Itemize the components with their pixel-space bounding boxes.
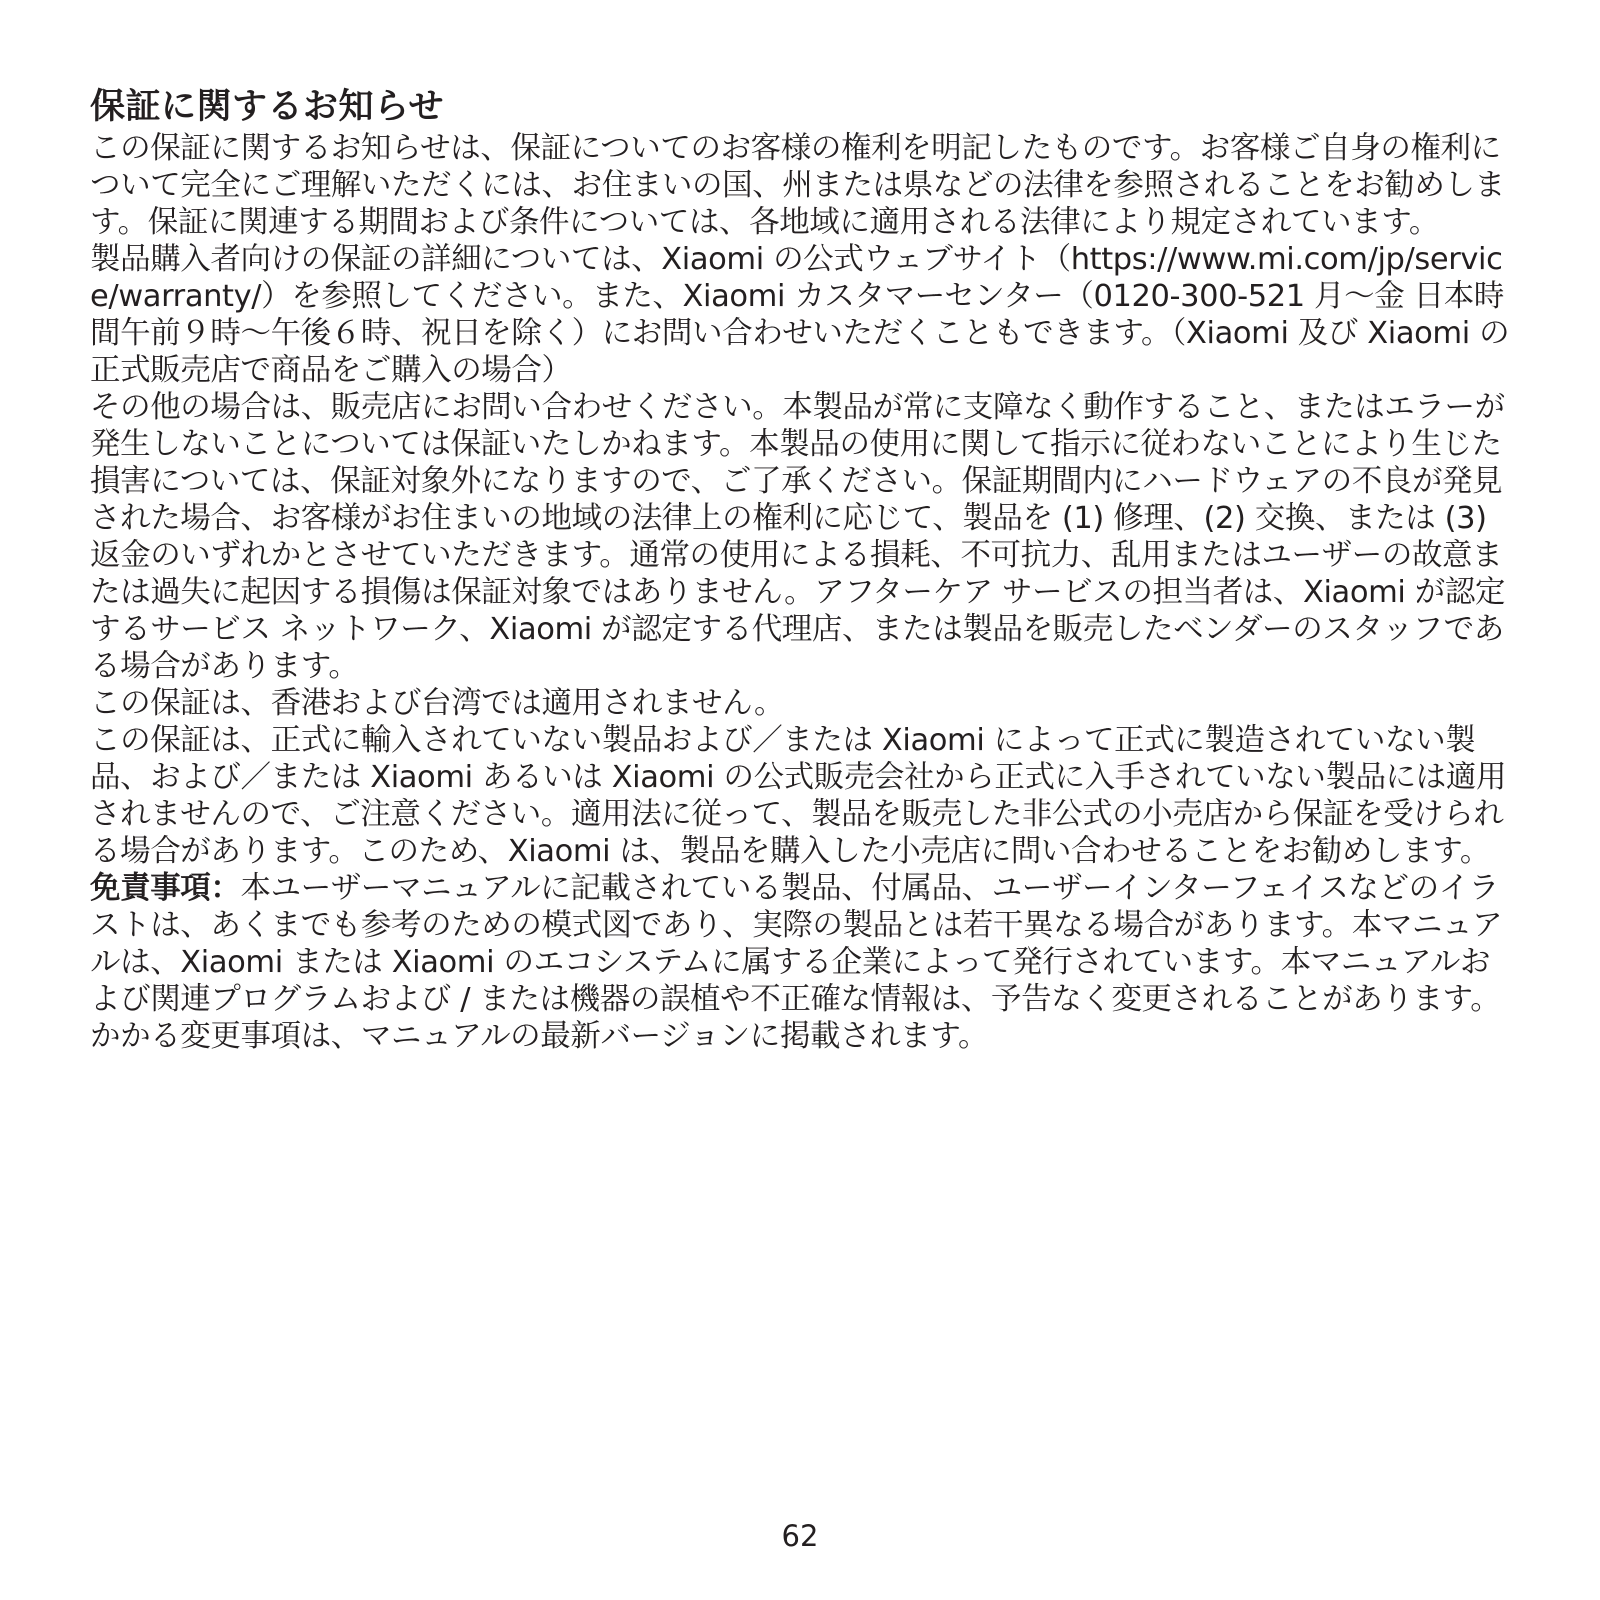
disclaimer-text: 本ユーザーマニュアルに記載されている製品、付属品、ユーザーインターフェイスなどのイラストは、あくまでも参考のための模式図であり、実際の製品とは若干異なる場合があります。本マニュアルは、Xiaomi または Xiaomi のエコシステムに属する企業によって発行されています。本マニュアルおよび関連プログラムおよび / または機器の誤植や不正確な情報は、予告なく変更されることがあります。かかる変更事項は、マニュアルの最新バージョンに掲載されます。	[90, 871, 1503, 1054]
paragraph-hk-taiwan: この保証は、香港および台湾では適用されません。	[90, 686, 785, 721]
paragraph-other-cases: その他の場合は、販売店にお問い合わせください。本製品が常に支障なく動作すること、またはエラーが発生しないことについては保証いたしかねます。本製品の使用に関して指示に従わないことにより生じた損害については、保証対象外になりますので、ご了承ください。保証期間内にハードウェアの不良が発見された場合、お客様がお住まいの地域の法律上の権利に応じて、製品を (1) 修理、(2) 交換、または (3) 返金のいずれかとさせていただきます。通常の使用による損耗、不可抗力、乱用またはユーザーの故意または過失に起因する損傷は保証対象ではありません。アフターケア サービスの担当者は、Xiaomi が認定するサービス ネットワーク、Xiaomi が認定する代理店、または製品を販売したベンダーのスタッフである場合があります。	[90, 390, 1506, 684]
disclaimer-label: 免責事項：	[90, 871, 241, 906]
paragraph-unofficial-products: この保証は、正式に輸入されていない製品および／または Xiaomi によって正式に製造されていない製品、および／または Xiaomi あるいは Xiaomi の公式販売会社から正式に入手されていない製品には適用されませんので、ご注意ください。適用法に従って、製品を販売した非公式の小売店から保証を受けられる場合があります。このため、Xiaomi は、製品を購入した小売店に問い合わせることをお勧めします。	[90, 723, 1507, 869]
page-number: 62	[781, 1519, 819, 1553]
page-content	[90, 84, 1510, 1055]
paragraph-rights: この保証に関するお知らせは、保証についてのお客様の権利を明記したものです。お客様ご自身の権利について完全にご理解いただくには、お住まいの国、州または県などの法律を参照されることをお勧めします。保証に関連する期間および条件については、各地域に適用される法律により規定されています。	[90, 131, 1505, 240]
paragraph-warranty-details: 製品購入者向けの保証の詳細については、Xiaomi の公式ウェブサイト（https://www.mi.com/jp/service/warranty/）を参照してください。また、Xiaomi カスタマーセンター（0120-300-521 月～金 日本時間午前９時～午後６時、祝日を除く）にお問い合わせいただくこともできます。（Xiaomi 及び Xiaomi の正式販売店で商品をご購入の場合）	[90, 242, 1510, 388]
page-title: 保証に関するお知らせ	[90, 87, 444, 127]
paragraph-disclaimer	[90, 870, 1510, 1055]
